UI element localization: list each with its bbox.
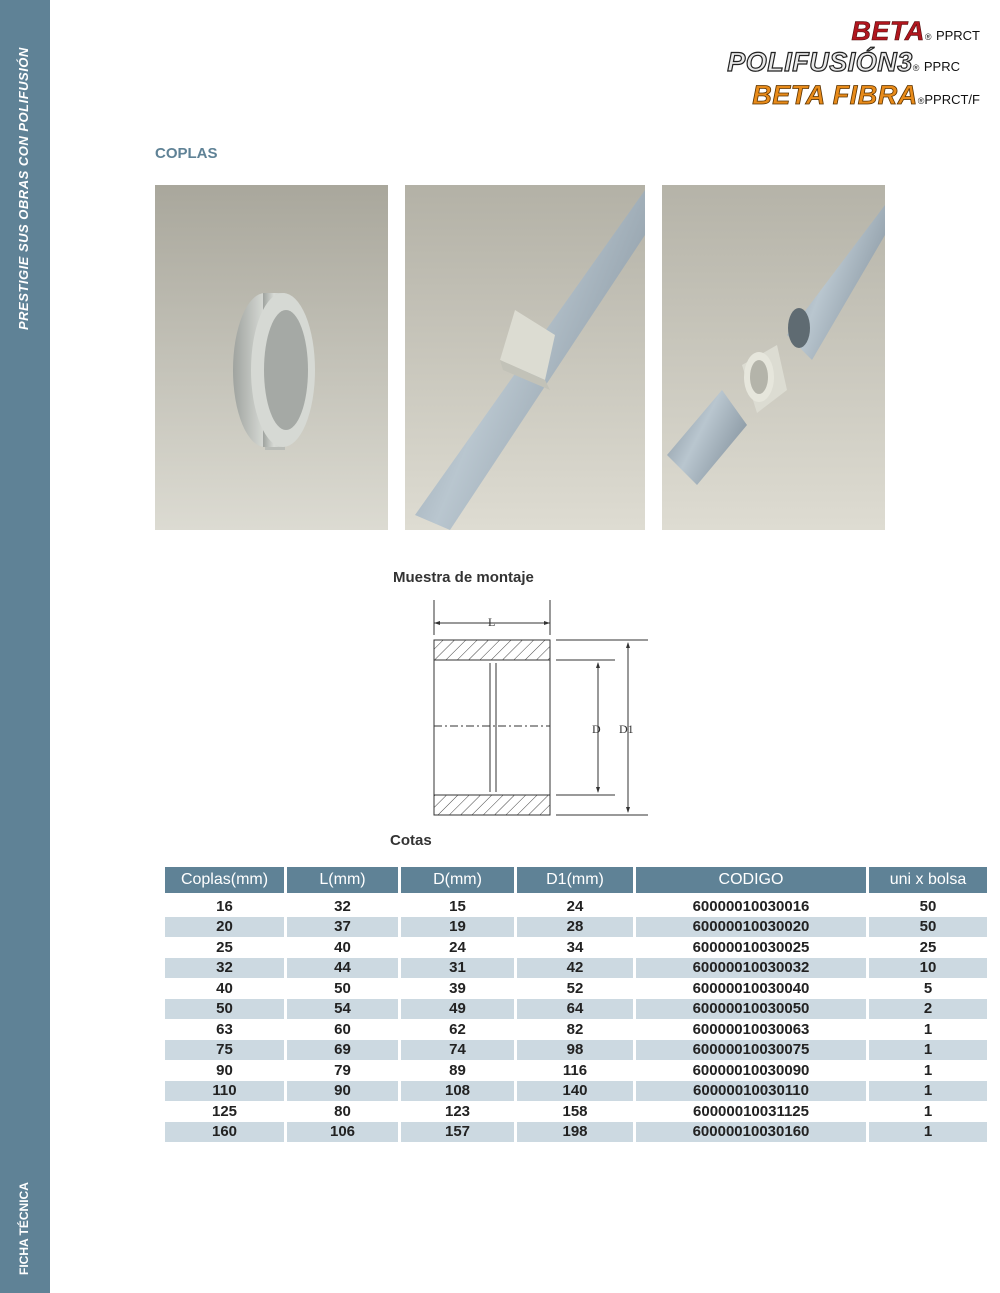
column-header: uni x bolsa — [869, 867, 987, 896]
brand-logo-beta — [851, 16, 980, 47]
table-cell: 1 — [923, 1020, 933, 1038]
table-cell: 50 — [869, 917, 987, 938]
sidebar-slogan: PRESTIGIE SUS OBRAS CON POLIFUSIÓN — [16, 47, 31, 330]
table-cell: 60000010030110 — [636, 1081, 866, 1102]
table-cell: 52 — [566, 979, 584, 997]
table-cell: 60 — [334, 1020, 351, 1038]
table-cell: 82 — [566, 1020, 584, 1038]
brand-name: POLIFUSIÓN3 — [727, 47, 913, 77]
spec-table — [162, 867, 990, 1142]
table-row — [165, 978, 987, 999]
table-cell: 90 — [287, 1081, 398, 1102]
table-cell: 15 — [449, 897, 466, 915]
brand-logo-beta-fibra — [752, 80, 980, 111]
section-title: COPLAS — [155, 145, 218, 162]
registered-mark: ® — [917, 96, 925, 106]
table-cell: 106 — [287, 1122, 398, 1143]
table-cell: 16 — [216, 897, 233, 915]
table-cell: 31 — [401, 958, 514, 979]
table-cell: 60000010030016 — [692, 897, 810, 915]
brand-suffix: PPRCT/F — [924, 92, 980, 107]
table-cell: 32 — [334, 897, 351, 915]
table-row — [165, 1019, 987, 1040]
table-cell: 1 — [923, 1102, 933, 1120]
table-cell: 49 — [401, 999, 514, 1020]
table-cell: 140 — [517, 1081, 633, 1102]
table-cell: 10 — [869, 958, 987, 979]
label-outer-diameter: D1 — [619, 722, 634, 736]
table-cell: 24 — [449, 938, 466, 956]
table-row — [165, 937, 987, 958]
table-cell: 89 — [449, 1061, 466, 1079]
table-cell: 108 — [401, 1081, 514, 1102]
table-cell: 63 — [216, 1020, 233, 1038]
table-cell: 50 — [165, 999, 284, 1020]
table-cell: 37 — [287, 917, 398, 938]
table-cell: 5 — [923, 979, 933, 997]
table-row — [165, 1122, 987, 1143]
table-header-row — [165, 867, 987, 896]
table-cell: 28 — [517, 917, 633, 938]
table-cell: 44 — [287, 958, 398, 979]
table-cell: 80 — [334, 1102, 351, 1120]
table-cell: 123 — [444, 1102, 471, 1120]
table-cell: 60000010030063 — [692, 1020, 810, 1038]
table-cell: 125 — [211, 1102, 238, 1120]
coupling-photo — [155, 185, 388, 530]
table-row — [165, 1040, 987, 1061]
coupling-assembled-photo — [405, 185, 645, 530]
table-cell: 50 — [334, 979, 351, 997]
table-cell: 60000010030032 — [636, 958, 866, 979]
table-cell: 32 — [165, 958, 284, 979]
diagram-title: Muestra de montaje — [393, 569, 534, 586]
table-cell: 157 — [401, 1122, 514, 1143]
table-cell: 60000010030075 — [636, 1040, 866, 1061]
registered-mark: ® — [924, 32, 932, 42]
table-cell: 60000010031125 — [693, 1102, 809, 1120]
brand-suffix: PPRCT — [935, 28, 980, 43]
table-cell: 60000010030020 — [636, 917, 866, 938]
table-cell: 2 — [869, 999, 987, 1020]
table-cell: 75 — [165, 1040, 284, 1061]
table-cell: 20 — [165, 917, 284, 938]
table-cell: 54 — [287, 999, 398, 1020]
table-cell: 60000010030025 — [692, 938, 810, 956]
table-cell: 25 — [919, 938, 937, 956]
table-cell: 110 — [165, 1081, 284, 1102]
table-row — [165, 958, 987, 979]
table-cell: 40 — [334, 938, 351, 956]
table-cell: 24 — [566, 897, 584, 915]
brand-logo-polifusion — [727, 47, 960, 78]
table-cell: 69 — [287, 1040, 398, 1061]
table-cell: 25 — [216, 938, 233, 956]
column-header: Coplas(mm) — [165, 867, 284, 896]
table-cell: 50 — [919, 897, 937, 915]
table-cell: 19 — [401, 917, 514, 938]
table-cell: 60000010030050 — [636, 999, 866, 1020]
table-row — [165, 1060, 987, 1081]
table-cell: 60000010030160 — [636, 1122, 866, 1143]
diagram-caption: Cotas — [390, 832, 432, 849]
column-header: D1(mm) — [517, 867, 633, 896]
sidebar — [0, 0, 50, 1293]
column-header: D(mm) — [401, 867, 514, 896]
brand-name: BETA — [851, 16, 925, 46]
table-cell: 60000010030090 — [692, 1061, 810, 1079]
sidebar-label: FICHA TÉCNICA — [17, 1182, 31, 1275]
label-inner-diameter: D — [592, 722, 601, 736]
table-cell: 160 — [165, 1122, 284, 1143]
table-cell: 116 — [562, 1061, 588, 1079]
table-row — [165, 1081, 987, 1102]
table-cell: 60000010030040 — [692, 979, 810, 997]
table-cell: 40 — [216, 979, 233, 997]
coupling-exploded-photo — [662, 185, 885, 530]
table-cell: 1 — [869, 1081, 987, 1102]
table-body — [165, 896, 987, 1142]
table-cell: 74 — [401, 1040, 514, 1061]
label-length: L — [488, 615, 496, 629]
registered-mark: ® — [912, 63, 920, 73]
table-cell: 42 — [517, 958, 633, 979]
table-cell: 198 — [517, 1122, 633, 1143]
table-cell: 62 — [449, 1020, 466, 1038]
column-header: L(mm) — [287, 867, 398, 896]
table-cell: 1 — [923, 1061, 933, 1079]
table-cell: 79 — [334, 1061, 351, 1079]
table-cell: 158 — [562, 1102, 588, 1120]
table-row — [165, 999, 987, 1020]
brand-name: BETA FIBRA — [752, 80, 918, 110]
coupling-dimension-diagram — [420, 595, 660, 825]
brand-suffix: PPRC — [923, 59, 960, 74]
table-cell: 90 — [216, 1061, 233, 1079]
column-header: CODIGO — [636, 867, 866, 896]
table-row — [165, 896, 987, 917]
table-cell: 34 — [566, 938, 584, 956]
table-cell: 39 — [449, 979, 466, 997]
table-cell: 98 — [517, 1040, 633, 1061]
table-cell: 64 — [517, 999, 633, 1020]
table-cell: 1 — [869, 1040, 987, 1061]
table-cell: 1 — [869, 1122, 987, 1143]
table-row — [165, 917, 987, 938]
table-row — [165, 1101, 987, 1122]
